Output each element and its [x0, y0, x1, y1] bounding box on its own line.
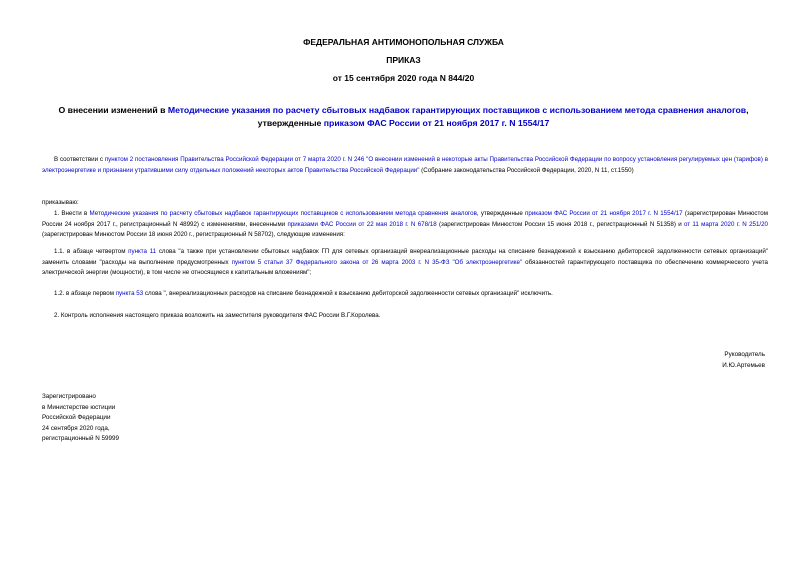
item11-post: обязанностей гарантирующего поставщика по обеспечению коммерческого учета электрической энергии (мощности), в том числе не относящиеся к капитальным вложениям"; — [42, 258, 768, 277]
signature-role: Руководитель — [724, 351, 765, 358]
item11-link-federal-law[interactable]: пунктом 5 статьи 37 Федерального закона от 26 марта 2003 г. N 35-ФЗ "Об электроэнергетике" — [231, 258, 523, 266]
date-number-heading: от 15 сентября 2020 года N 844/20 — [332, 73, 475, 83]
item12-post: слова ", внереализационных расходов на списание безнадежной к взысканию дебиторской задолженности сетевых организаций" исключить. — [143, 290, 553, 297]
intro-paragraph — [42, 155, 768, 176]
registration-line-5: регистрационный N 59999 — [42, 435, 120, 443]
registration-line-3: Российской Федерации — [42, 414, 111, 422]
item-1 — [42, 209, 768, 241]
registration-block — [42, 392, 119, 445]
item-2: 2. Контроль исполнения настоящего приказа возложить на заместителя руководителя ФАС России В.Г.Королева. — [54, 312, 381, 319]
item11-link-point-11[interactable]: пункта 11 — [128, 248, 157, 255]
document-title — [0, 104, 807, 129]
item1-pre: 1. Внести в — [54, 210, 90, 217]
item11-pre: 1.1. в абзаце четвертом — [54, 248, 129, 255]
item1-post: (зарегистрирован Минюстом России 18 июня 2020 г., регистрационный N 58702), следующие изменения: — [42, 231, 345, 239]
item-1-1 — [42, 247, 768, 279]
doc-type-heading: ПРИКАЗ — [386, 55, 421, 65]
registration-line-2: в Министерстве юстиции — [42, 403, 116, 411]
registration-line-1: Зарегистрировано — [42, 393, 96, 400]
item1-mid2: (зарегистрирован Минюстом России 24 ноября 2017 г., регистрационный N 48992) с изменениями, внесенными — [42, 210, 768, 228]
item1-mid1: , утвержденные — [476, 210, 525, 217]
title-approved-label: утвержденные — [257, 117, 324, 128]
item12-link-point-53[interactable]: пункта 53 — [115, 290, 144, 297]
item1-link-orders-2018[interactable]: приказами ФАС России от 22 мая 2018 г. N 678/18 — [287, 220, 437, 228]
title-link-order[interactable]: приказом ФАС России от 21 ноября 2017 г. N 1554/17 — [323, 117, 550, 128]
agency-heading: ФЕДЕРАЛЬНАЯ АНТИМОНОПОЛЬНАЯ СЛУЖБА — [303, 37, 504, 47]
intro-link-decree[interactable]: пунктом 2 постановления Правительства Российской Федерации от 7 марта 2020 г. N 246 "О внесении изменений в некоторые акты Правительства Российской Федерации по вопросу установления регулируемых цен (тарифов) в электроэнергетике и признании утратившими силу отдельных положений некоторых актов Правительства Российской Федерации" — [42, 156, 769, 174]
title-pre: О внесении изменений в — [58, 105, 168, 115]
item12-pre: 1.2. в абзаце первом — [54, 290, 116, 297]
item-1-2 — [42, 289, 768, 300]
intro-pre: В соответствии с — [54, 156, 105, 163]
order-word: приказываю: — [42, 199, 79, 206]
signature-name: И.Ю.Артемьев — [722, 361, 765, 369]
item11-mid1: слова "а также при установлении сбытовых надбавок ГП для сетевых организаций внереализационные расходы на списание безнадежной к взысканию дебиторской задолженности сетевых организаций" заменить словами "расходы на выполнение предусмотренных — [42, 248, 768, 266]
item1-link-guidelines[interactable]: Методические указания по расчету сбытовых надбавок гарантирующих поставщиков с использованием метода сравнения аналогов — [89, 210, 477, 217]
intro-post: (Собрание законодательства Российской Федерации, 2020, N 11, ст.1550) — [419, 166, 634, 174]
signature-block — [722, 350, 765, 371]
item1-link-order-2020[interactable]: от 11 марта 2020 г. N 251/20 — [683, 220, 768, 228]
registration-line-4: 24 сентября 2020 года, — [42, 424, 110, 432]
item1-mid3: (зарегистрирован Минюстом России 15 июня 2018 г., регистрационный N 51358) и — [436, 220, 684, 228]
title-mid: , — [746, 105, 749, 115]
item1-link-order[interactable]: приказом ФАС России от 21 ноября 2017 г. N 1554/17 — [525, 210, 683, 217]
title-link-guidelines[interactable]: Методические указания по расчету сбытовых надбавок гарантирующих поставщиков с использованием метода сравнения аналогов — [167, 105, 747, 115]
